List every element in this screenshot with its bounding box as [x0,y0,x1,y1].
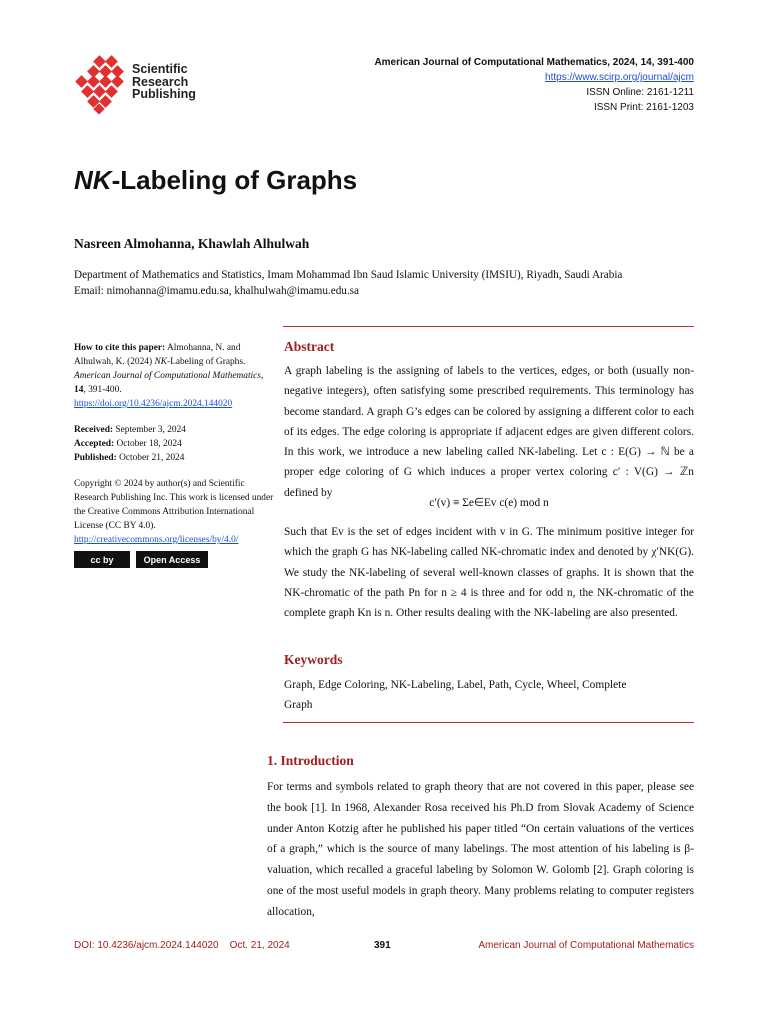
open-access-badge: Open Access [136,551,208,568]
paper-title: NK-Labeling of Graphs [74,165,358,195]
citation-block: How to cite this paper: Almohanna, N. and Alhulwah, K. (2024) NK-Labeling of Graphs. American Journal of Computational Mathematics, 14, 391-400. https://doi.org/10.4236/ajcm.2024.144020 [74,343,264,409]
keywords-heading: Keywords [284,652,343,667]
author-list: Nasreen Almohanna, Khawlah Alhulwah [74,236,310,251]
journal-citation: American Journal of Computational Mathematics, 2024, 14, 391-400 [374,57,694,68]
issn-online: ISSN Online: 2161-1211 [586,87,694,98]
abstract-paragraph-1: A graph labeling is the assigning of labels to the vertices, edges, or both (usually non-negative integers), often satisfying some prescribed requirements. This terminology has become standard. A graph G’s edges can be colored by assigning a different color to each of its edges. The edge coloring is appropriate if adjacent edges are given different colors. In this work, we introduce a new labeling called NK-labeling. Let c : E(G) → ℕ be a proper edge coloring of G which induces a proper vertex coloring c′ : V(G) → ℤn defined by [284,365,694,499]
journal-header [374,55,694,115]
intro-paragraph: For terms and symbols related to graph theory that are not covered in this paper, please see the book [1]. In 1968, Alexander Rosa received his Ph.D from Slovak Academy of Science under Anton Kotzig after he published his paper titled “On certain valuations of the vertices of a graph,” which is the source of many labelings. The most attention of his labeling is β-valuation, which recalled a graceful labeling by Solomon W. Golomb [2]. Graph coloring is one of the most useful models in graph theory. Many problems relating to computer registers allocation, [267,781,694,918]
journal-link[interactable]: https://www.scirp.org/journal/ajcm [545,72,694,83]
abstract-formula: c′(v) ≡ Σe∈Ev c(e) mod n [429,497,549,509]
license-link[interactable]: http://creativecommons.org/licenses/by/4.0/ [74,535,239,545]
footer-doi: DOI: 10.4236/ajcm.2024.144020 Oct. 21, 2024 [74,940,290,951]
publisher-logo [75,55,205,115]
abstract-heading: Abstract [284,339,335,354]
scirp-diamond-icon [75,55,131,115]
cc-by-badge[interactable]: cc by [74,551,130,568]
copyright-block: Copyright © 2024 by author(s) and Scientific Research Publishing Inc. This work is licensed under the Creative Commons Attribution International License (CC BY 4.0). http://creativecommons.org/licenses/by/4.0/ cc by Open Access [74,477,274,568]
abstract-top-rule [283,326,694,327]
intro-heading: 1. Introduction [267,753,354,768]
affiliation: Department of Mathematics and Statistics, Imam Mohammad Ibn Saud Islamic University (IMSIU), Riyadh, Saudi Arabia [74,269,623,281]
dates-block: Received: September 3, 2024 Accepted: October 18, 2024 Published: October 21, 2024 [74,425,186,463]
article-info-sidebar [74,341,274,568]
doi-link[interactable]: https://doi.org/10.4236/ajcm.2024.144020 [74,399,233,409]
page-number: 391 [374,940,391,951]
issn-print: ISSN Print: 2161-1203 [593,102,694,113]
abstract-paragraph-2: Such that Ev is the set of edges incident with v in G. The minimum positive integer for which the graph G has NK-labeling called NK-chromatic index and denoted by χ′NK(G). We study the NK-labeling of several well-known classes of graphs. It is shown that the NK-chromatic of the path Pn for n ≥ 4 is three and for odd n, the NK-chromatic of the complete graph Kn is n. Other results dealing with the NK-labeling are also presented. [284,526,694,620]
publisher-name: Scientific Research Publishing [132,62,196,101]
footer-journal: American Journal of Computational Mathematics [478,940,694,951]
author-email: Email: nimohanna@imamu.edu.sa, khalhulwah@imamu.edu.sa [74,285,360,297]
affiliation-block [74,267,622,299]
keywords-list: Graph, Edge Coloring, NK-Labeling, Label, Path, Cycle, Wheel, Complete Graph [284,679,627,712]
keywords-bottom-rule [283,722,694,723]
